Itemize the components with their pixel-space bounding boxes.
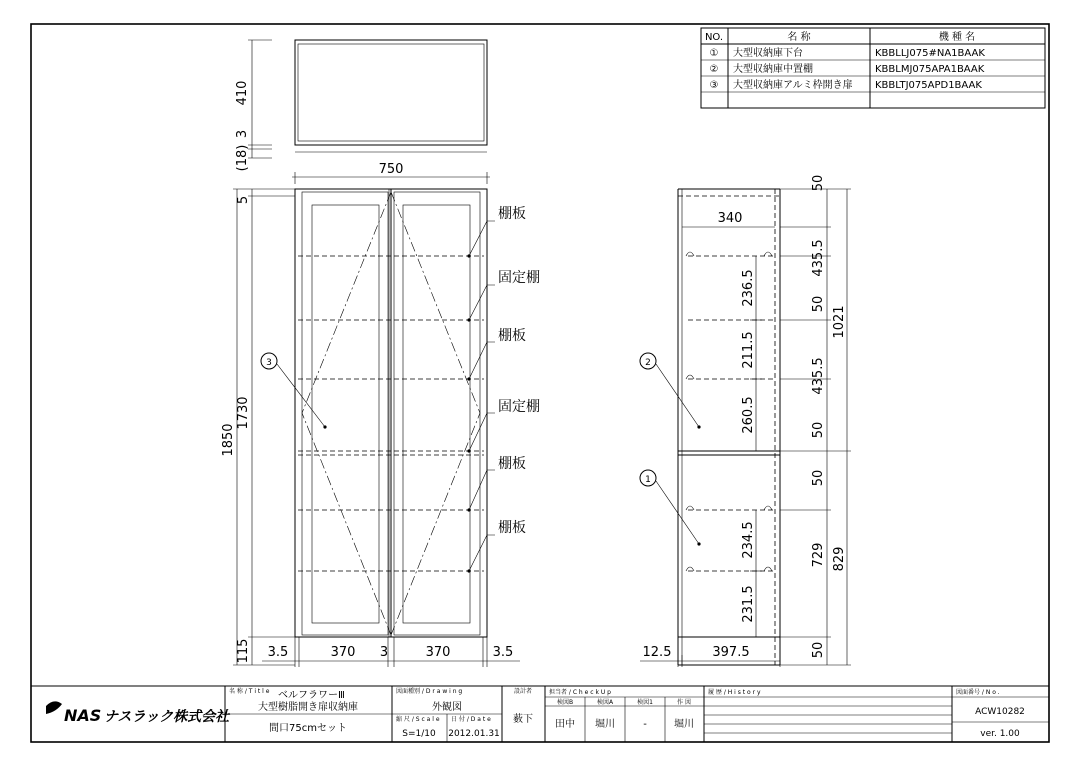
side-view: [640, 175, 851, 667]
shelf-label: 棚板: [498, 328, 526, 344]
check-col-label: 検図1: [637, 699, 653, 706]
date-label: 日 付 / D a t e: [451, 716, 491, 723]
check-col-label: 検図B: [556, 699, 574, 706]
drawing-no-label: 図面番号 / N o .: [956, 689, 1000, 696]
side-right-dim: 435.5: [811, 239, 826, 277]
side-upper-total-dim: 1021: [832, 305, 847, 339]
table-row-no: ①: [709, 48, 719, 59]
top-offset-dim: (18): [235, 144, 250, 172]
company-logo: [46, 701, 231, 725]
fixed-shelf-label: 固定棚: [498, 399, 540, 415]
top-depth-dim: 410: [235, 80, 250, 106]
set-name: 間口75cmセット: [269, 723, 347, 734]
designer-name: 薮下: [513, 714, 533, 725]
title-block: [31, 686, 1049, 742]
side-callout-upper: 2: [645, 358, 651, 368]
check-name: 堀川: [595, 719, 615, 730]
drawing-no: ACW10282: [975, 707, 1025, 717]
top-width-dim: 750: [378, 162, 404, 177]
table-header-no: NO.: [704, 32, 724, 43]
svg-text:NAS: NAS: [64, 706, 102, 725]
company-name: ナスラック株式会社: [104, 709, 230, 725]
front-bottom-side-dim: 3.5: [267, 645, 289, 660]
table-row-model: KBBLLJ075#NA1BAAK: [875, 48, 985, 59]
sheet-border: [31, 24, 1049, 742]
version: ver. 1.00: [980, 729, 1020, 739]
shelf-label: 棚板: [498, 456, 526, 472]
side-right-dim: 50: [811, 295, 826, 313]
top-view: [235, 40, 490, 184]
history-label: 履 歴 / H i s t o r y: [708, 689, 761, 696]
check-label: 担当者 / C h e c k U p: [549, 689, 611, 696]
front-bottom-gap-dim: 3: [379, 645, 389, 660]
product-name: 大型樹脂開き扉収納庫: [258, 702, 358, 713]
check-name: 田中: [555, 719, 575, 730]
front-bottom-side-dim: 3.5: [492, 645, 514, 660]
side-inner-depth-dim: 340: [717, 211, 743, 226]
front-bottom-dim: 115: [236, 638, 251, 664]
table-row-no: ②: [709, 64, 719, 75]
title-label: 名 称 / T i t l e: [229, 688, 270, 695]
table-row-no: ③: [709, 80, 719, 91]
shelf-label: 棚板: [498, 206, 526, 222]
side-inner-dim: 234.5: [741, 521, 756, 559]
table-row-model: KBBLMJ075APA1BAAK: [875, 64, 985, 75]
side-inner-dim: 236.5: [741, 269, 756, 307]
scale-value: S=1/10: [402, 729, 436, 739]
table-header-name: 名 称: [787, 32, 811, 43]
side-inner-dim: 211.5: [741, 331, 756, 369]
check-col-label: 検図A: [596, 699, 614, 706]
check-name: -: [643, 719, 647, 730]
date-value: 2012.01.31: [448, 729, 500, 739]
table-row-name: 大型収納庫下台: [733, 48, 803, 59]
series-name: ベルフラワーⅢ: [278, 690, 345, 701]
front-top-dim: 5: [236, 195, 251, 205]
front-door-dim: 1730: [236, 396, 251, 430]
side-right-dim: 50: [811, 421, 826, 439]
drawing-type-label: 図面種別 / D r a w i n g: [396, 688, 463, 695]
drawing-type: 外観図: [432, 702, 462, 713]
front-total-dim: 1850: [221, 423, 236, 457]
designer-label: 設計者: [513, 688, 533, 695]
side-inner-dim: 231.5: [741, 585, 756, 623]
side-inner-dim: 260.5: [741, 396, 756, 434]
side-right-dim: 50: [811, 469, 826, 487]
side-right-dim: 50: [811, 641, 826, 659]
side-right-dim: 50: [811, 174, 826, 192]
side-bottom-left-dim: 12.5: [642, 645, 672, 660]
side-right-dim: 729: [811, 542, 826, 568]
side-right-dim: 435.5: [811, 357, 826, 395]
door-callout: 3: [266, 358, 272, 368]
side-callout-lower: 1: [645, 475, 651, 485]
front-bottom-door-dim: 370: [425, 645, 451, 660]
side-bottom-depth-dim: 397.5: [712, 645, 750, 660]
parts-table: [701, 28, 1045, 108]
top-gap-dim: 3: [235, 129, 250, 139]
table-row-name: 大型収納庫アルミ枠開き扉: [733, 80, 853, 91]
scale-label: 縮 尺 / S c a l e: [396, 716, 440, 723]
table-header-model: 機 種 名: [938, 32, 976, 43]
table-row-model: KBBLTJ075APD1BAAK: [875, 80, 982, 91]
check-col-label: 作 図: [677, 699, 691, 706]
shelf-label: 棚板: [498, 520, 526, 536]
front-bottom-door-dim: 370: [330, 645, 356, 660]
side-lower-total-dim: 829: [832, 546, 847, 572]
fixed-shelf-label: 固定棚: [498, 270, 540, 286]
front-view: [221, 189, 540, 667]
table-row-name: 大型収納庫中置棚: [733, 64, 813, 75]
check-name: 堀川: [674, 719, 694, 730]
